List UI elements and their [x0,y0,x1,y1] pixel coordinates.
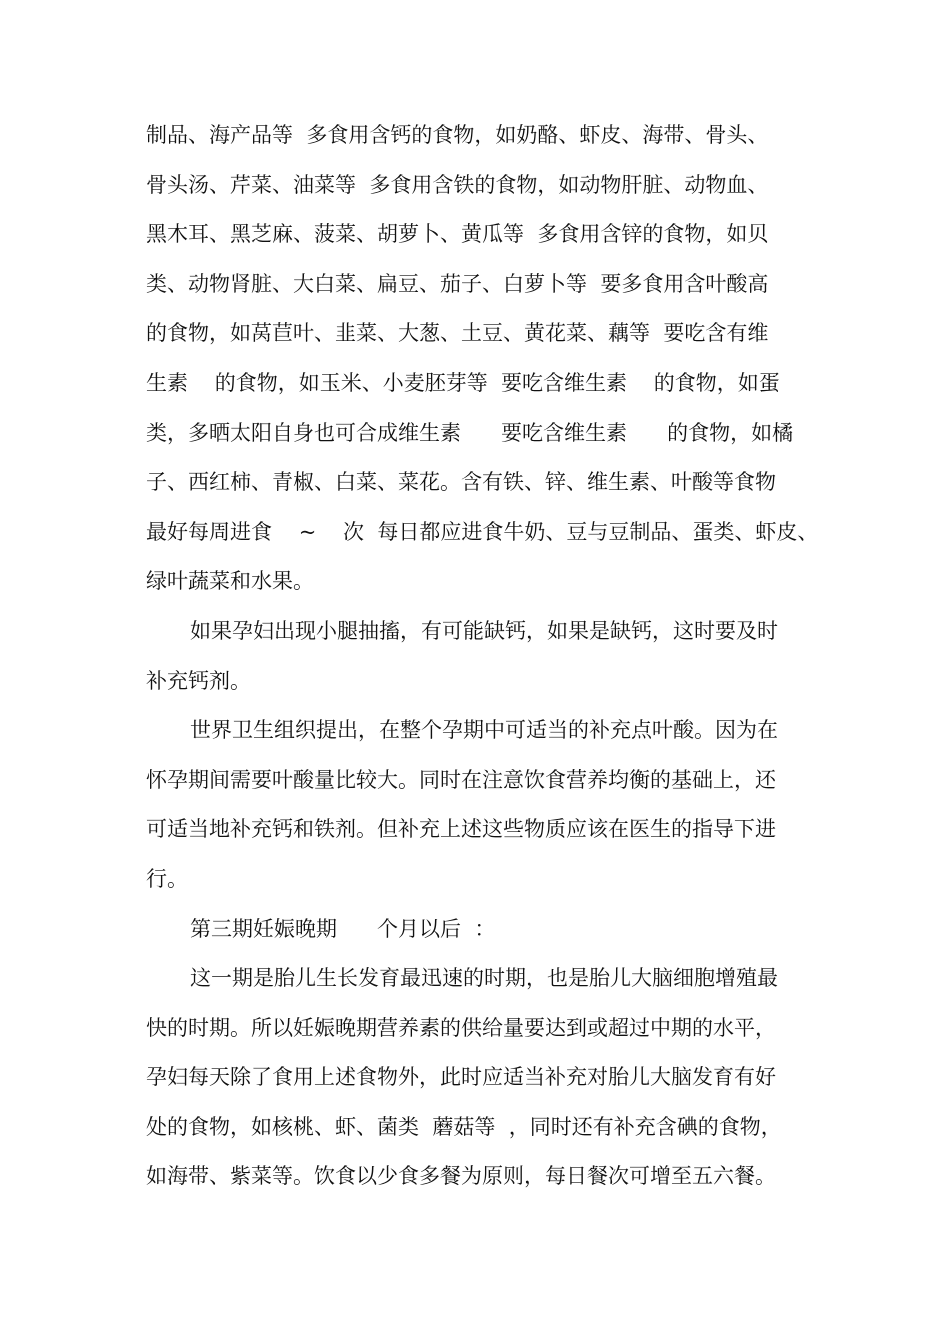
text-line: 补充钙剂。 [146,668,251,693]
text-line: 世界卫生组织提出，在整个孕期中可适当的补充点叶酸。因为在 [190,718,778,743]
text-line: 最好每周进食 ~ 次 每日都应进食牛奶、豆与豆制品、蛋类、虾皮、 [146,519,819,544]
text-line: 处的食物，如核桃、虾、菌类 蘑菇等 ，同时还有补充含碘的食物， [146,1114,782,1139]
text-line: 这一期是胎儿生长发育最迅速的时期，也是胎儿大脑细胞增殖最 [190,966,778,991]
text-line: 如海带、紫菜等。饮食以少食多餐为原则，每日餐次可增至五六餐。 [146,1164,776,1189]
text-line: 绿叶蔬菜和水果。 [146,569,314,594]
text-line: 孕妇每天除了食用上述食物外，此时应适当补充对胎儿大脑发育有好 [146,1065,776,1090]
text-line: 类、动物肾脏、大白菜、扁豆、茄子、白萝卜等 要多食用含叶酸高 [146,271,769,296]
text-line: 怀孕期间需要叶酸量比较大。同时在注意饮食营养均衡的基础上，还 [146,767,776,792]
text-line: 黑木耳、黑芝麻、菠菜、胡萝卜、黄瓜等 多食用含锌的食物，如贝 [146,222,769,247]
text-line: 快的时期。所以妊娠晚期营养素的供给量要达到或超过中期的水平， [146,1015,776,1040]
text-line: 如果孕妇出现小腿抽搐，有可能缺钙，如果是缺钙，这时要及时 [190,618,778,643]
text-line: 的食物，如莴苣叶、韭菜、大葱、土豆、黄花菜、藕等 要吃含有维 [146,321,769,346]
text-line: 生素 的食物，如玉米、小麦胚芽等 要吃含维生素 的食物，如蛋 [146,370,780,395]
text-line: 可适当地补充钙和铁剂。但补充上述这些物质应该在医生的指导下进 [146,817,776,842]
text-line: 行。 [146,866,188,891]
text-line: 子、西红柿、青椒、白菜、菜花。含有铁、锌、维生素、叶酸等食物 [146,470,776,495]
text-line: 类，多晒太阳自身也可合成维生素 要吃含维生素 的食物，如橘 [146,420,794,445]
document-body [146,111,826,1202]
text-line: 第三期妊娠晚期 个月以后 ： [190,916,496,941]
text-line: 骨头汤、芹菜、油菜等 多食用含铁的食物，如动物肝脏、动物血、 [146,172,769,197]
text-line: 制品、海产品等 多食用含钙的食物，如奶酪、虾皮、海带、骨头、 [146,123,769,147]
